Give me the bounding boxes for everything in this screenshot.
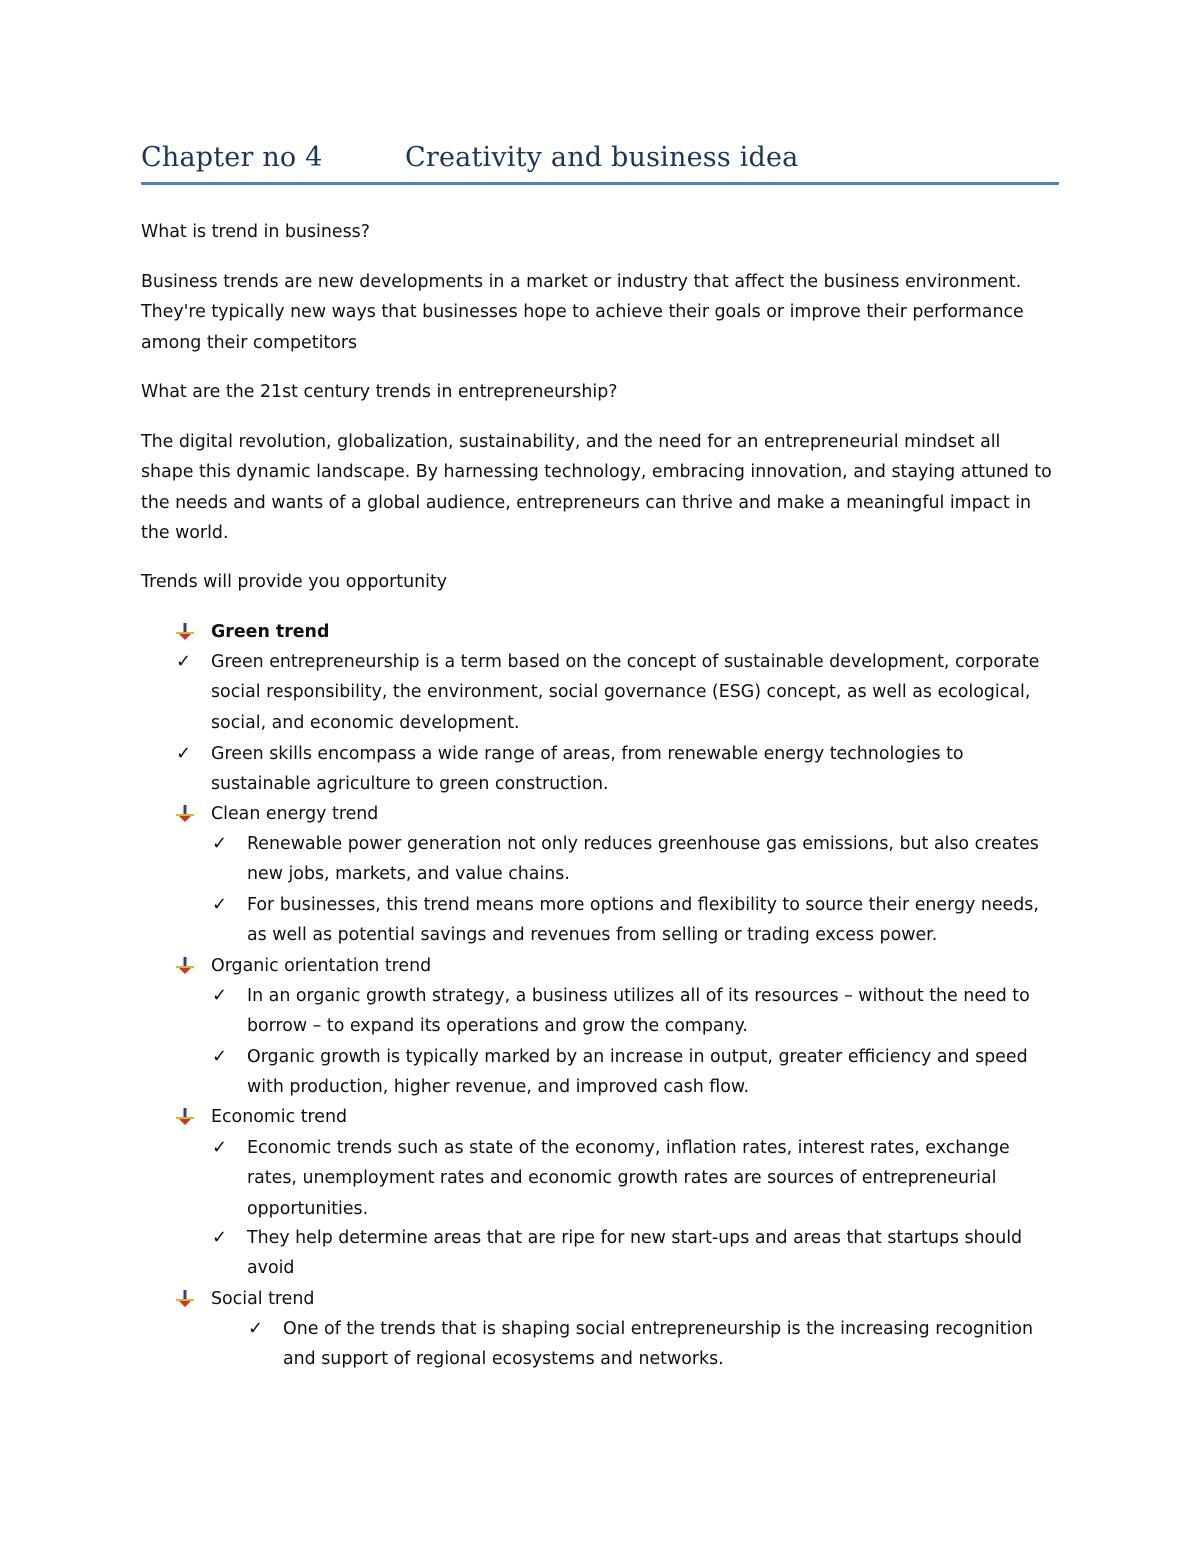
question-trend-in-business: What is trend in business? bbox=[141, 222, 370, 242]
list-item-line: In an organic growth strategy, a business utilizes all of its resources – without the need to bbox=[247, 986, 1030, 1006]
paragraph-line: shape this dynamic landscape. By harnessing technology, embracing innovation, and staying attuned to bbox=[141, 462, 1052, 483]
list-item-line: For businesses, this trend means more options and flexibility to source their energy needs, bbox=[247, 895, 1039, 915]
paragraph-line: the world. bbox=[141, 522, 229, 543]
chapter-number: Chapter no 4 bbox=[141, 142, 323, 173]
question-21st-century-trends: What are the 21st century trends in entrepreneurship? bbox=[141, 382, 618, 402]
list-item bbox=[247, 981, 1030, 1042]
check-mark-icon: ✓ bbox=[248, 1318, 264, 1339]
list-item-line: Green skills encompass a wide range of areas, from renewable energy technologies to bbox=[211, 744, 964, 764]
check-mark-icon: ✓ bbox=[212, 1046, 228, 1067]
list-item-line: One of the trends that is shaping social entrepreneurship is the increasing recognition bbox=[283, 1319, 1034, 1339]
paragraph-line: among their competitors bbox=[141, 332, 358, 353]
answer-trend-in-business bbox=[141, 267, 1059, 358]
check-mark-icon: ✓ bbox=[212, 1227, 228, 1248]
list-item bbox=[247, 890, 1039, 951]
list-item-line: as well as potential savings and revenues from selling or trading excess power. bbox=[247, 925, 938, 946]
list-item-line: Green entrepreneurship is a term based on the concept of sustainable development, corporate bbox=[211, 652, 1040, 672]
list-item-line: Economic trends such as state of the economy, inflation rates, interest rates, exchange bbox=[247, 1138, 1010, 1158]
trend-heading-economic: Economic trend bbox=[211, 1107, 348, 1127]
arrow-bullet-icon bbox=[175, 1289, 195, 1309]
trend-heading-clean-energy: Clean energy trend bbox=[211, 804, 379, 824]
list-item-line: social, and economic development. bbox=[211, 712, 520, 733]
paragraph-line: the needs and wants of a global audience, entrepreneurs can thrive and make a meaningful impact in bbox=[141, 492, 1032, 513]
list-item-line: sustainable agriculture to green construction. bbox=[211, 774, 609, 795]
arrow-bullet-icon bbox=[175, 804, 195, 824]
chapter-title: Creativity and business idea bbox=[405, 142, 799, 173]
check-mark-icon: ✓ bbox=[176, 743, 192, 764]
list-item bbox=[247, 1133, 1010, 1224]
check-mark-icon: ✓ bbox=[212, 985, 228, 1006]
trend-heading-organic: Organic orientation trend bbox=[211, 956, 432, 976]
intro-opportunity: Trends will provide you opportunity bbox=[141, 572, 448, 592]
list-item-line: opportunities. bbox=[247, 1198, 369, 1219]
list-item-line: They help determine areas that are ripe for new start-ups and areas that startups should bbox=[247, 1228, 1023, 1248]
list-item-line: Organic growth is typically marked by an increase in output, greater efficiency and speed bbox=[247, 1047, 1028, 1067]
list-item bbox=[247, 829, 1039, 890]
list-item bbox=[247, 1223, 1022, 1284]
list-item bbox=[283, 1314, 1033, 1375]
arrow-bullet-icon bbox=[175, 1107, 195, 1127]
trend-heading-green: Green trend bbox=[211, 622, 330, 642]
list-item-line: rates, unemployment rates and economic growth rates are sources of entrepreneurial bbox=[247, 1168, 997, 1189]
chapter-heading bbox=[141, 140, 1059, 185]
list-item bbox=[211, 739, 964, 800]
check-mark-icon: ✓ bbox=[212, 894, 228, 915]
list-item-line: social responsibility, the environment, social governance (ESG) concept, as well as ecological, bbox=[211, 682, 1031, 703]
list-item-line: Renewable power generation not only reduces greenhouse gas emissions, but also creates bbox=[247, 834, 1039, 854]
list-item-line: new jobs, markets, and value chains. bbox=[247, 864, 570, 885]
arrow-bullet-icon bbox=[175, 956, 195, 976]
answer-21st-century-trends bbox=[141, 427, 1059, 548]
list-item-line: with production, higher revenue, and improved cash flow. bbox=[247, 1077, 750, 1098]
list-item bbox=[247, 1042, 1028, 1103]
check-mark-icon: ✓ bbox=[176, 651, 192, 672]
trend-heading-social: Social trend bbox=[211, 1289, 315, 1309]
list-item-line: borrow – to expand its operations and grow the company. bbox=[247, 1016, 748, 1037]
check-mark-icon: ✓ bbox=[212, 833, 228, 854]
paragraph-line: They're typically new ways that businesses hope to achieve their goals or improve their performance bbox=[141, 302, 1024, 323]
check-mark-icon: ✓ bbox=[212, 1137, 228, 1158]
list-item bbox=[211, 647, 1039, 738]
list-item-line: avoid bbox=[247, 1258, 295, 1279]
list-item-line: and support of regional ecosystems and networks. bbox=[283, 1349, 724, 1370]
paragraph-line: The digital revolution, globalization, sustainability, and the need for an entrepreneurial mindset all bbox=[141, 432, 1001, 452]
arrow-bullet-icon bbox=[175, 622, 195, 642]
paragraph-line: Business trends are new developments in a market or industry that affect the business environment. bbox=[141, 272, 1022, 292]
